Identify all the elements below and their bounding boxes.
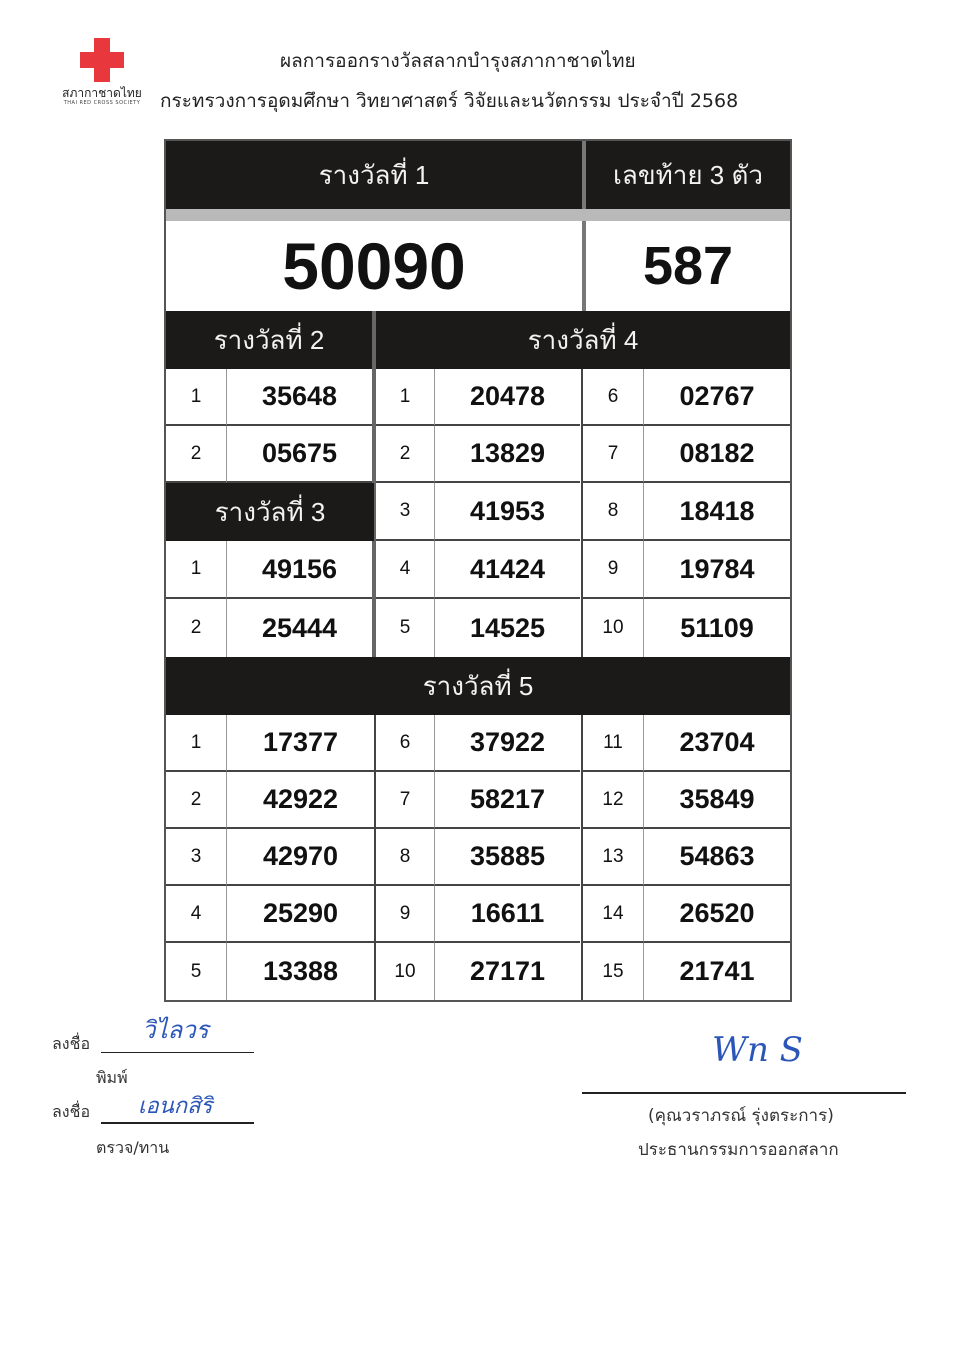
prize5-number: 21741 [643,943,790,1000]
prize3-index: 2 [190,617,202,638]
signature-line [582,1092,906,1094]
prize5-index: 1 [166,715,226,772]
prize5-index: 13 [583,829,643,886]
signer-role: พิมพ์ [96,1068,128,1087]
prize5-index: 7 [376,772,434,829]
prize5-index: 4 [166,886,226,943]
prize4-index: 10 [602,617,624,638]
prize2-header: รางวัลที่ 2 [166,311,372,369]
chairman-name: (คุณวราภรณ์ รุ่งตระการ) [648,1106,834,1126]
last3-number: 587 [642,236,734,296]
sign-label: ลงชื่อ [52,1102,91,1121]
prize5-number: 23704 [643,715,790,772]
prize5-header: รางวัลที่ 5 [166,657,790,715]
prize1-header: รางวัลที่ 1 [166,141,582,209]
red-cross-icon [80,38,124,82]
prize2-index: 1 [166,369,226,426]
prize1-number: 50090 [282,229,466,303]
handwritten-signature: วิไลวร [142,1016,209,1044]
prize5-index: 14 [583,886,643,943]
prize4-index: 2 [376,426,434,483]
prize4-number: 19784 [643,541,790,599]
prize5-index: 2 [166,772,226,829]
prize5-number: 35849 [643,772,790,829]
prize4-number: 08182 [643,426,790,483]
prize4-number: 41953 [434,483,580,541]
chairman-signature: Wn S [712,1030,803,1070]
prize5-number: 54863 [643,829,790,886]
prize4-number: 18418 [643,483,790,541]
prize3-header: รางวัลที่ 3 [166,483,374,541]
prize2-index: 2 [166,426,226,483]
prize2-number: 05675 [226,426,372,483]
prize4-number: 20478 [434,369,580,426]
prize5-number: 13388 [226,943,374,1000]
prize5-index: 5 [190,960,202,982]
document-subtitle: กระทรวงการอุดมศึกษา วิทยาศาสตร์ วิจัยและนวัตกรรม ประจำปี 2568 [160,90,739,112]
prize5-index: 6 [376,715,434,772]
prize4-index: 3 [376,483,434,541]
last3-header: เลขท้าย 3 ตัว [586,141,790,209]
prize5-index: 11 [583,715,643,772]
prize5-index: 12 [583,772,643,829]
prize5-number: 42970 [226,829,374,886]
prize3-number: 49156 [226,541,372,599]
prize4-number: 13829 [434,426,580,483]
prize4-index: 7 [583,426,643,483]
prize4-number: 41424 [434,541,580,599]
signature-line [101,1122,254,1124]
prize5-number: 37922 [434,715,580,772]
lottery-results-table [164,139,792,1002]
prize5-number: 16611 [434,886,580,943]
signature-line [101,1052,254,1053]
sign-label: ลงชื่อ [52,1034,91,1053]
prize5-index: 9 [376,886,434,943]
prize4-number: 14525 [434,599,580,657]
prize4-number: 02767 [643,369,790,426]
prize5-number: 58217 [434,772,580,829]
chairman-title: ประธานกรรมการออกสลาก [638,1140,839,1160]
prize2-number: 35648 [226,369,372,426]
thai-red-cross-logo [50,38,154,107]
prize5-number: 26520 [643,886,790,943]
prize4-index: 5 [399,617,411,638]
prize5-number: 35885 [434,829,580,886]
prize4-index: 1 [376,369,434,426]
handwritten-signature: เอนกสิริ [138,1094,213,1119]
prize4-index: 6 [583,369,643,426]
prize3-index: 1 [166,541,226,599]
prize4-number: 51109 [643,599,790,657]
prize5-index: 10 [394,960,416,982]
document-title: ผลการออกรางวัลสลากบำรุงสภากาชาดไทย [280,50,636,72]
prize5-index: 15 [602,960,624,982]
prize3-number: 25444 [226,599,372,657]
prize5-number: 42922 [226,772,374,829]
prize5-number: 17377 [226,715,374,772]
prize5-number: 25290 [226,886,374,943]
prize5-index: 8 [376,829,434,886]
logo-name-en: THAI RED CROSS SOCIETY [63,100,141,106]
prize5-index: 3 [166,829,226,886]
prize4-index: 8 [583,483,643,541]
logo-name-th: สภากาชาดไทย [62,86,142,100]
prize4-header: รางวัลที่ 4 [376,311,790,369]
prize5-number: 27171 [434,943,580,1000]
prize4-index: 4 [376,541,434,599]
prize4-index: 9 [583,541,643,599]
signer-role: ตรวจ/ทาน [96,1138,170,1157]
